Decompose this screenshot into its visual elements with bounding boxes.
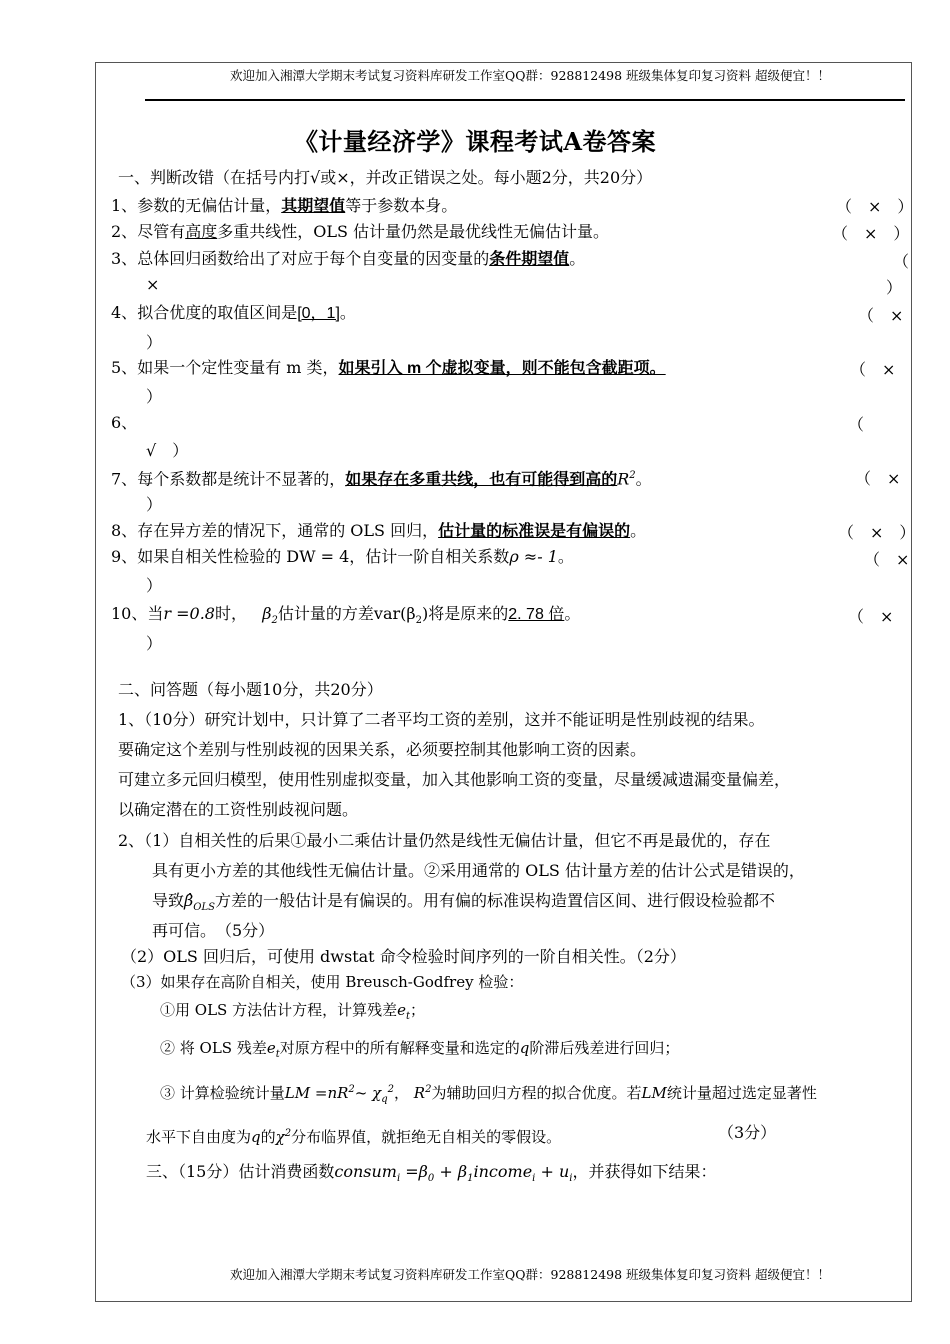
s2-q1-line1: 1、（10分）研究计划中，只计算了二者平均工资的差别，这并不能证明是性别歧视的结果。 xyxy=(118,710,765,729)
s2-q1-line3: 可建立多元回归模型，使用性别虚拟变量，加入其他影响工资的变量，尽量缓减遗漏变量偏差， xyxy=(118,770,791,789)
s2-q2-step1: ①用 OLS 方法估计方程，计算残差$e_t$； xyxy=(160,1001,426,1022)
s1-q9: 9、如果自相关性检验的 DW = 4，估计一阶自相关系数ρ ≈- 1。 xyxy=(111,547,574,566)
s1-q10: 10、当r =0.8时， $\beta_2$估计量的方差$var(\beta_2)$将是原来的2. 78 倍。 xyxy=(111,604,581,627)
s1-q7-answer-open: （ × xyxy=(855,469,901,488)
s2-q2-p1-line4: 再可信。 （5分） xyxy=(152,921,275,940)
s1-q5-answer-open: （ × xyxy=(850,360,896,379)
section2-heading: 二、问答题（每小题10分，共20分） xyxy=(118,680,383,699)
s1-q6: 6、 xyxy=(111,413,138,432)
s1-q7: 7、每个系数都是统计不显著的，如果存在多重共线，也有可能得到高的$R^2$。 xyxy=(111,469,652,489)
s1-q2-answer: （ × ） xyxy=(832,224,910,243)
s1-q4-answer-close: ） xyxy=(146,333,163,352)
s2-q2-step3: ③ 计算检验统计量LM $=nR^2\sim$ $\chi_q^2$， $R^2$为辅助回归方程的拟合优度。若LM统计量超过选定显著性 xyxy=(160,1084,817,1105)
section1-heading: 一、判断改错（在括号内打√或×，并改正错误之处。每小题2分，共20分） xyxy=(118,168,653,187)
section3-heading: 三、（15分）估计消费函数consum$_i$ $=\beta_0$ + $\beta_1income_i + u_i$，并获得如下结果： xyxy=(146,1162,717,1185)
s2-q1-line4: 以确定潜在的工资性别歧视问题。 xyxy=(118,800,359,819)
s1-q10-answer-open: （ × xyxy=(848,607,894,626)
s2-q2-step3-score: （3分） xyxy=(718,1123,777,1142)
page-title: 《计量经济学》课程考试A卷答案 xyxy=(293,127,657,156)
s1-q4-answer-open: （ × xyxy=(858,306,904,325)
s1-q9-answer-open: （ × xyxy=(864,550,910,569)
s2-q2-step2: ② 将 OLS 残差$e_t$对原方程中的所有解释变量和选定的q阶滞后残差进行回归； xyxy=(160,1039,680,1060)
s1-q6-answer-open: （ xyxy=(848,415,865,434)
s1-q1-answer: （ × ） xyxy=(836,197,914,216)
s1-q8: 8、存在异方差的情况下，通常的 OLS 回归，估计量的标准误是有偏误的。 xyxy=(111,521,647,540)
s1-q7-answer-close: ） xyxy=(146,495,163,514)
s1-q8-answer: （ × ） xyxy=(838,523,916,542)
header-rule xyxy=(145,99,905,101)
s2-q2-step3-cont: 水平下自由度为q的$\chi^2$分布临界值，就拒绝无自相关的零假设。 xyxy=(146,1128,562,1146)
s2-q1-line2: 要确定这个差别与性别歧视的因果关系，必须要控制其他影响工资的因素。 xyxy=(118,740,647,759)
s1-q3-answer-symbol: × xyxy=(146,275,160,294)
header-note: 欢迎加入湘潭大学期末考试复习资料库研发工作室QQ群：928812498 班级集体复印复习资料 超级便宜！！ xyxy=(230,68,831,83)
s2-q2-p2: （2）OLS 回归后，可使用 dwstat 命令检验时间序列的一阶自相关性。（2分） xyxy=(121,947,686,966)
s1-q1: 1、参数的无偏估计量，其期望值等于参数本身。 xyxy=(111,196,458,215)
s2-q2-p1-line3: 导致$\betâ_{OLS}$方差的一般估计是有偏误的。用有偏的标准误构造置信区间、进行假设检验都不 xyxy=(152,891,775,914)
s1-q5: 5、如果一个定性变量有 m 类，如果引入 m 个虚拟变量，则不能包含截距项。 xyxy=(111,358,666,377)
footer-note: 欢迎加入湘潭大学期末考试复习资料库研发工作室QQ群：928812498 班级集体复印复习资料 超级便宜！！ xyxy=(230,1267,831,1282)
s1-q3: 3、总体回归函数给出了对应于每个自变量的因变量的条件期望值。 xyxy=(111,249,586,268)
s2-q2-p1-line2: 具有更小方差的其他线性无偏估计量。②采用通常的 OLS 估计量方差的估计公式是错误的， xyxy=(152,861,805,880)
s1-q6-answer: √ ） xyxy=(146,441,189,460)
s2-q2-p3: （3）如果存在高阶自相关，使用 Breusch-Godfrey 检验： xyxy=(121,973,524,991)
s1-q3-answer-open: （ xyxy=(893,252,910,271)
s1-q4: 4、拟合优度的取值区间是[0，1]。 xyxy=(111,303,356,322)
s1-q3-answer-close: ） xyxy=(886,278,903,297)
s2-q2-p1-line1: 2、（1）自相关性的后果①最小二乘估计量仍然是线性无偏估计量，但它不再是最优的，存在 xyxy=(118,831,771,850)
s1-q5-answer-close: ） xyxy=(146,387,163,406)
s1-q2: 2、尽管有高度多重共线性，OLS 估计量仍然是最优线性无偏估计量。 xyxy=(111,222,610,241)
s1-q9-answer-close: ） xyxy=(146,576,163,595)
s1-q10-answer-close: ） xyxy=(146,634,163,653)
